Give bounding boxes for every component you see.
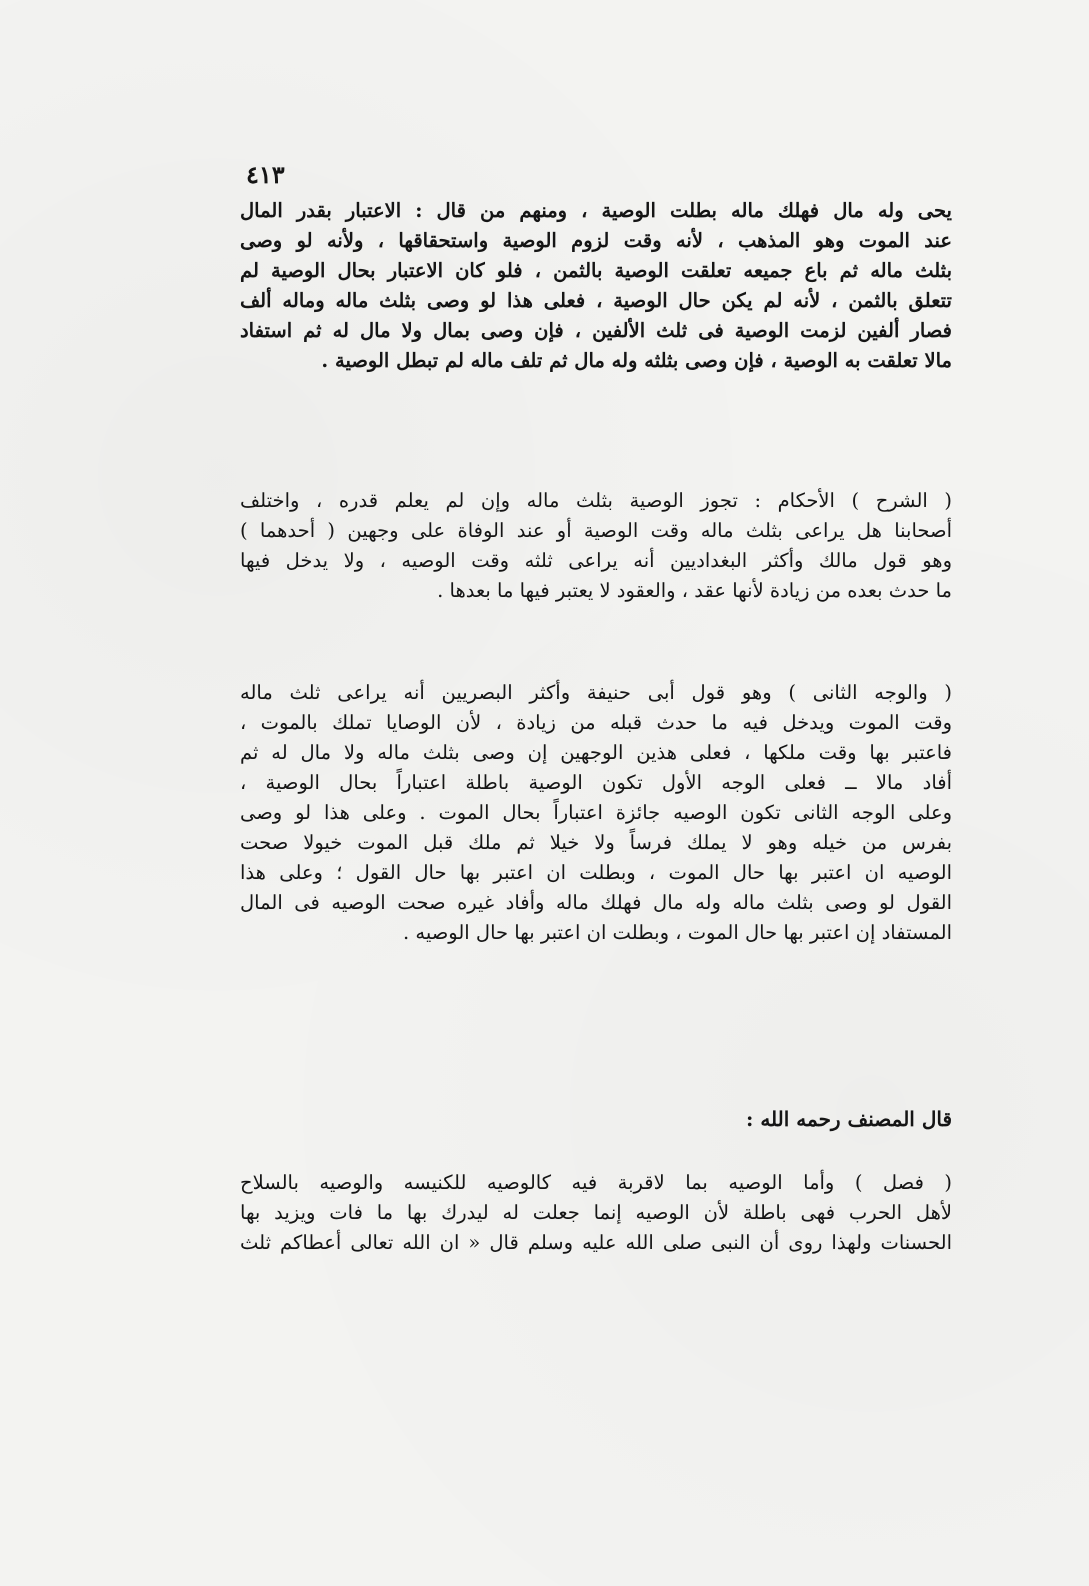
text-line: أصحابنا هل يراعى بثلث ماله وقت الوصية أو عند الوفاة على وجهين ( أحدهما ) bbox=[240, 519, 952, 542]
text-line: القول لو وصى بثلث ماله وله مال فهلك ماله وأفاد غيره صحت الوصيه فى المال bbox=[240, 891, 952, 914]
text-line: ( فصل ) وأما الوصيه بما لاقربة فيه كالوصيه للكنيسه والوصيه بالسلاح bbox=[240, 1171, 952, 1194]
text-line: بفرس من خيله وهو لا يملك فرساً ولا خيلا ثم ملك قبل الموت خيولا صحت bbox=[240, 831, 952, 854]
text-line: بثلث ماله ثم باع جميعه تعلقت الوصية بالثمن ، فلو كان الاعتبار بحال الوصية لم bbox=[240, 259, 952, 282]
paragraph-matn-1 bbox=[240, 196, 952, 376]
text-line: الوصيه ان اعتبر بها حال الموت ، وبطلت ان اعتبر بها حال القول ؛ وعلى هذا bbox=[240, 861, 952, 884]
heading-text: قال المصنف رحمه الله : bbox=[745, 1107, 952, 1131]
paragraph-sharh bbox=[240, 486, 952, 606]
text-line: فصار ألفين لزمت الوصية فى ثلث الألفين ، فإن وصى بمال ولا مال له ثم استفاد bbox=[240, 319, 952, 342]
text-line: لأهل الحرب فهى باطلة لأن الوصيه إنما جعلت له ليدرك بها ما فات ويزيد بها bbox=[240, 1201, 952, 1224]
text-line: المستفاد إن اعتبر بها حال الموت ، وبطلت ان اعتبر بها حال الوصيه . bbox=[403, 921, 952, 944]
text-line: عند الموت وهو المذهب ، لأنه وقت لزوم الوصية واستحقاقها ، ولأنه لو وصى bbox=[240, 229, 952, 252]
section-heading bbox=[240, 1104, 952, 1134]
text-line: أفاد مالا ــ فعلى الوجه الأول تكون الوصية باطلة اعتباراً بحال الوصية ، bbox=[240, 771, 952, 794]
text-line: فاعتبر بها وقت ملكها ، فعلى هذين الوجهين إن وصى بثلث ماله ولا مال له ثم bbox=[240, 741, 952, 764]
paragraph-fasl bbox=[240, 1168, 952, 1258]
text-line: يحى وله مال فهلك ماله بطلت الوصية ، ومنهم من قال : الاعتبار بقدر المال bbox=[240, 199, 952, 222]
text-line: ( والوجه الثانى ) وهو قول أبى حنيفة وأكثر البصريين أنه يراعى ثلث ماله bbox=[240, 681, 952, 704]
text-line: ما حدث بعده من زيادة لأنها عقد ، والعقود لا يعتبر فيها ما بعدها . bbox=[437, 579, 952, 602]
text-line: ( الشرح ) الأحكام : تجوز الوصية بثلث ماله وإن لم يعلم قدره ، واختلف bbox=[240, 489, 952, 512]
text-line: تتعلق بالثمن ، لأنه لم يكن حال الوصية ، فعلى هذا لو وصى بثلث ماله وماله ألف bbox=[240, 289, 952, 312]
text-line: وقت الموت ويدخل فيه ما حدث قبله من زيادة ، لأن الوصايا تملك بالموت ، bbox=[240, 711, 952, 734]
page-number: ٤١٣ bbox=[246, 160, 285, 189]
text-line: الحسنات ولهذا روى أن النبى صلى الله عليه وسلم قال « ان الله تعالى أعطاكم ثلث bbox=[240, 1231, 952, 1254]
text-line: وهو قول مالك وأكثر البغداديين أنه يراعى ثلثه وقت الوصيه ، ولا يدخل فيها bbox=[240, 549, 952, 572]
paragraph-second-view bbox=[240, 678, 952, 948]
text-line: وعلى الوجه الثانى تكون الوصيه جائزة اعتباراً بحال الموت . وعلى هذا لو وصى bbox=[240, 801, 952, 824]
text-line: مالا تعلقت به الوصية ، فإن وصى بثلثه وله مال ثم تلف ماله لم تبطل الوصية . bbox=[321, 349, 952, 372]
